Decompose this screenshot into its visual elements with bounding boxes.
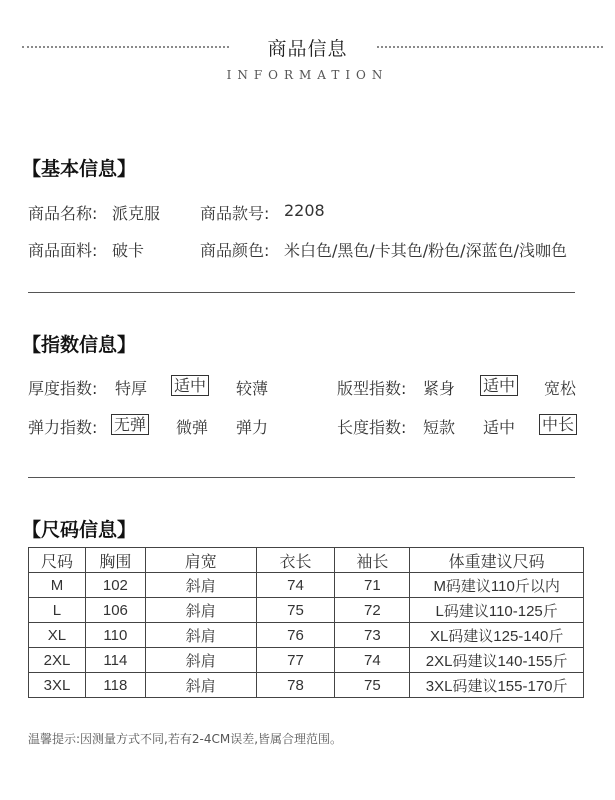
size-header-cell: 胸围 bbox=[85, 548, 145, 573]
shoulder-cell: 斜肩 bbox=[145, 573, 256, 598]
chest-cell: 102 bbox=[85, 573, 145, 598]
weight-cell: XL码建议125-140斤 bbox=[410, 623, 584, 648]
table-row bbox=[29, 673, 584, 698]
table-row bbox=[29, 573, 584, 598]
chest-cell: 106 bbox=[85, 598, 145, 623]
sleeve-cell: 72 bbox=[335, 598, 410, 623]
fit-option: 宽松 bbox=[544, 379, 577, 398]
size-header-cell: 尺码 bbox=[29, 548, 86, 573]
page-subtitle: INFORMATION bbox=[226, 68, 389, 82]
length-cell: 74 bbox=[256, 573, 335, 598]
sleeve-cell: 75 bbox=[335, 673, 410, 698]
size-table bbox=[28, 547, 584, 698]
sleeve-cell: 74 bbox=[335, 648, 410, 673]
size-cell: L bbox=[29, 598, 86, 623]
elasticity-option: 弹力 bbox=[236, 418, 269, 437]
length-cell: 75 bbox=[256, 598, 335, 623]
length-option: 短款 bbox=[423, 418, 456, 437]
shoulder-cell: 斜肩 bbox=[145, 598, 256, 623]
measurement-tip: 温馨提示:因测量方式不同,若有2-4CM误差,皆属合理范围。 bbox=[28, 732, 343, 746]
length-cell: 78 bbox=[256, 673, 335, 698]
length-cell: 77 bbox=[256, 648, 335, 673]
elasticity-option-selected: 无弹 bbox=[111, 414, 149, 435]
product-code-label: 商品款号: bbox=[200, 204, 270, 223]
weight-cell: 2XL码建议140-155斤 bbox=[410, 648, 584, 673]
section-divider bbox=[28, 292, 575, 293]
length-cell: 76 bbox=[256, 623, 335, 648]
product-name-value: 派克服 bbox=[112, 204, 161, 223]
product-fabric-value: 破卡 bbox=[112, 241, 145, 260]
size-cell: M bbox=[29, 573, 86, 598]
size-cell: 2XL bbox=[29, 648, 86, 673]
weight-cell: L码建议110-125斤 bbox=[410, 598, 584, 623]
thickness-option: 特厚 bbox=[115, 379, 148, 398]
size-header-cell: 袖长 bbox=[335, 548, 410, 573]
shoulder-cell: 斜肩 bbox=[145, 648, 256, 673]
chest-cell: 114 bbox=[85, 648, 145, 673]
section-divider bbox=[28, 477, 575, 478]
product-fabric-label: 商品面料: bbox=[28, 241, 98, 260]
sleeve-cell: 71 bbox=[335, 573, 410, 598]
basic-info-title: 【基本信息】 bbox=[22, 158, 137, 180]
product-code-value: 2208 bbox=[284, 201, 325, 220]
weight-cell: M码建议110斤以内 bbox=[410, 573, 584, 598]
weight-cell: 3XL码建议155-170斤 bbox=[410, 673, 584, 698]
size-header-cell: 衣长 bbox=[256, 548, 335, 573]
size-cell: XL bbox=[29, 623, 86, 648]
product-name-label: 商品名称: bbox=[28, 204, 98, 223]
fit-option-selected: 适中 bbox=[480, 375, 518, 396]
table-row bbox=[29, 648, 584, 673]
size-header-cell: 体重建议尺码 bbox=[410, 548, 584, 573]
product-color-value: 米白色/黑色/卡其色/粉色/深蓝色/浅咖色 bbox=[284, 241, 567, 260]
elasticity-label: 弹力指数: bbox=[28, 418, 98, 437]
page-title: 商品信息 bbox=[267, 38, 348, 60]
size-header-cell: 肩宽 bbox=[145, 548, 256, 573]
size-info-title: 【尺码信息】 bbox=[22, 519, 137, 541]
shoulder-cell: 斜肩 bbox=[145, 623, 256, 648]
size-table-header-row bbox=[29, 548, 584, 573]
shoulder-cell: 斜肩 bbox=[145, 673, 256, 698]
elasticity-option: 微弹 bbox=[176, 418, 209, 437]
fit-option: 紧身 bbox=[423, 379, 456, 398]
thickness-label: 厚度指数: bbox=[28, 379, 98, 398]
index-info-title: 【指数信息】 bbox=[22, 334, 137, 356]
table-row bbox=[29, 598, 584, 623]
thickness-option: 较薄 bbox=[236, 379, 269, 398]
length-option-selected: 中长 bbox=[539, 414, 577, 435]
size-cell: 3XL bbox=[29, 673, 86, 698]
chest-cell: 118 bbox=[85, 673, 145, 698]
product-color-label: 商品颜色: bbox=[200, 241, 270, 260]
chest-cell: 110 bbox=[85, 623, 145, 648]
length-option: 适中 bbox=[483, 418, 516, 437]
fit-label: 版型指数: bbox=[337, 379, 407, 398]
table-row bbox=[29, 623, 584, 648]
length-label: 长度指数: bbox=[337, 418, 407, 437]
thickness-option-selected: 适中 bbox=[171, 375, 209, 396]
sleeve-cell: 73 bbox=[335, 623, 410, 648]
